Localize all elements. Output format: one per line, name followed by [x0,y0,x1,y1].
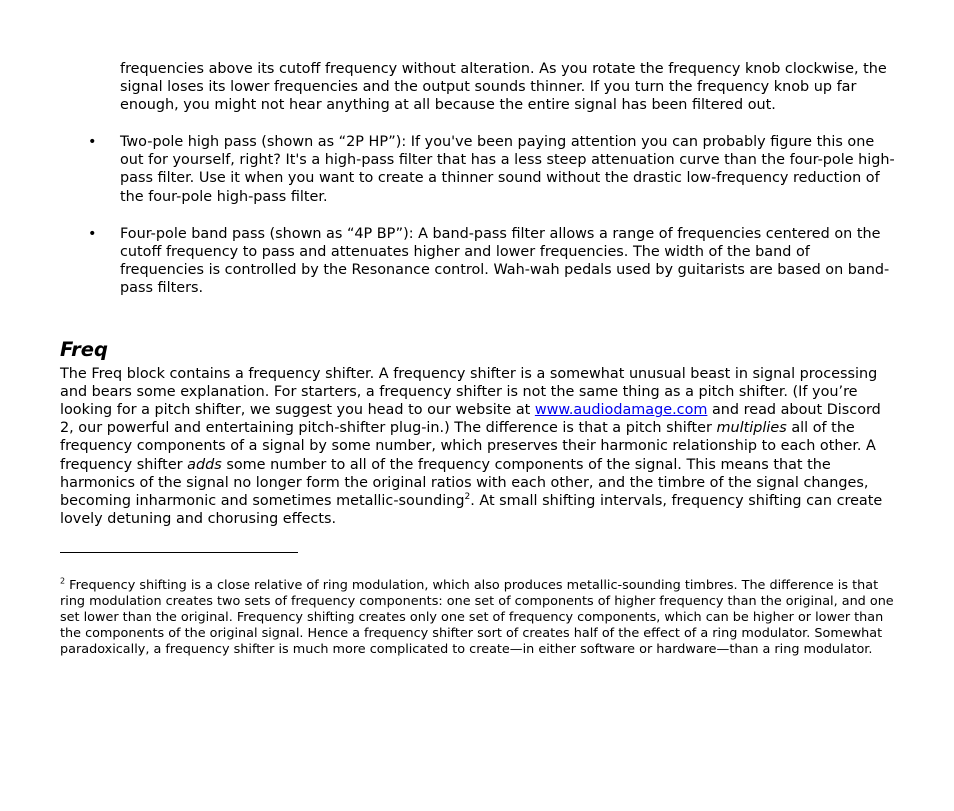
footnote-separator [60,552,298,553]
bullet-icon: • [88,225,97,242]
continued-paragraph: frequencies above its cutoff frequency without alteration. As you rotate the frequency knob clockwise, the signal loses its lower frequencies and the output sounds thinner. If you turn the frequency knob up far enough, you might not hear anything at all because the entire signal has been filtered out. [120,61,887,114]
emphasis-adds: adds [187,456,222,473]
bullet-text: Two-pole high pass (shown as “2P HP”): If you've been paying attention you can probably figure this one out for yourself, right? It's a high-pass filter that has a less steep attenuation curve than the four-pole high-pass filter. Use it when you want to create a thinner sound without the drastic low-frequency reduction of the four-pole high-pass filter. [120,134,895,205]
emphasis-multiplies: multiplies [716,420,787,437]
section-heading-freq: Freq [60,338,108,362]
document-page [60,60,896,658]
freq-text-part: . At small shifting intervals, frequency shifting can create lovely detuning and chorusing effects. [60,492,883,527]
bullet-text: Four-pole band pass (shown as “4P BP”): A band-pass filter allows a range of frequencies centered on the cutoff frequency to pass and attenuates higher and lower frequencies. The width of the band of frequencies is controlled by the Resonance control. Wah-wah pedals used by guitarists are based on band-pass filters. [120,225,890,296]
freq-text-part: and read about Discord 2, our powerful and entertaining pitch-shifter plug-in.) The difference is that a pitch shifter [60,402,881,437]
freq-text-part: The Freq block contains a frequency shifter. A frequency shifter is a somewhat unusual beast in signal processing and bears some explanation. For starters, a frequency shifter is not the same thing as a pitch shifter. (If you’re looking for a pitch shifter, we suggest you head to our website at [60,366,878,419]
audiodamage-website-link[interactable]: www.audiodamage.com [534,402,708,419]
footnote-number: 2 [60,576,66,586]
footnote-text: Frequency shifting is a close relative of ring modulation, which also produces metallic-sounding timbres. The difference is that ring modulation creates two sets of frequency components: one set of components of higher frequency than the original, and one set lower than the original. Frequency shifting creates only one set of frequency components, which can be higher or lower than the components of the original signal. Hence a frequency shifter sort of creates half of the effect of a ring modulator. Somewhat paradoxically, a frequency shifter is much more complicated to create—in either software or hardware—than a ring modulator. [60,577,894,657]
bullet-item-four-pole-band-pass [88,225,896,297]
bullet-icon: • [88,134,97,151]
footnote-reference[interactable]: 2 [464,491,471,502]
freq-text-part: some number to all of the frequency components of the signal. This means that the harmonics of the signal no longer form the original ratios with each other, and the timbre of the signal changes, becoming inharmonic and sometimes metallic-sounding [60,456,869,509]
freq-text-part: all of the frequency components of a signal by some number, which preserves their harmonic relationship to each other. A frequency shifter [60,420,876,473]
bullet-item-two-pole-high-pass [88,133,896,205]
footnote [60,578,896,658]
freq-paragraph [60,365,896,528]
